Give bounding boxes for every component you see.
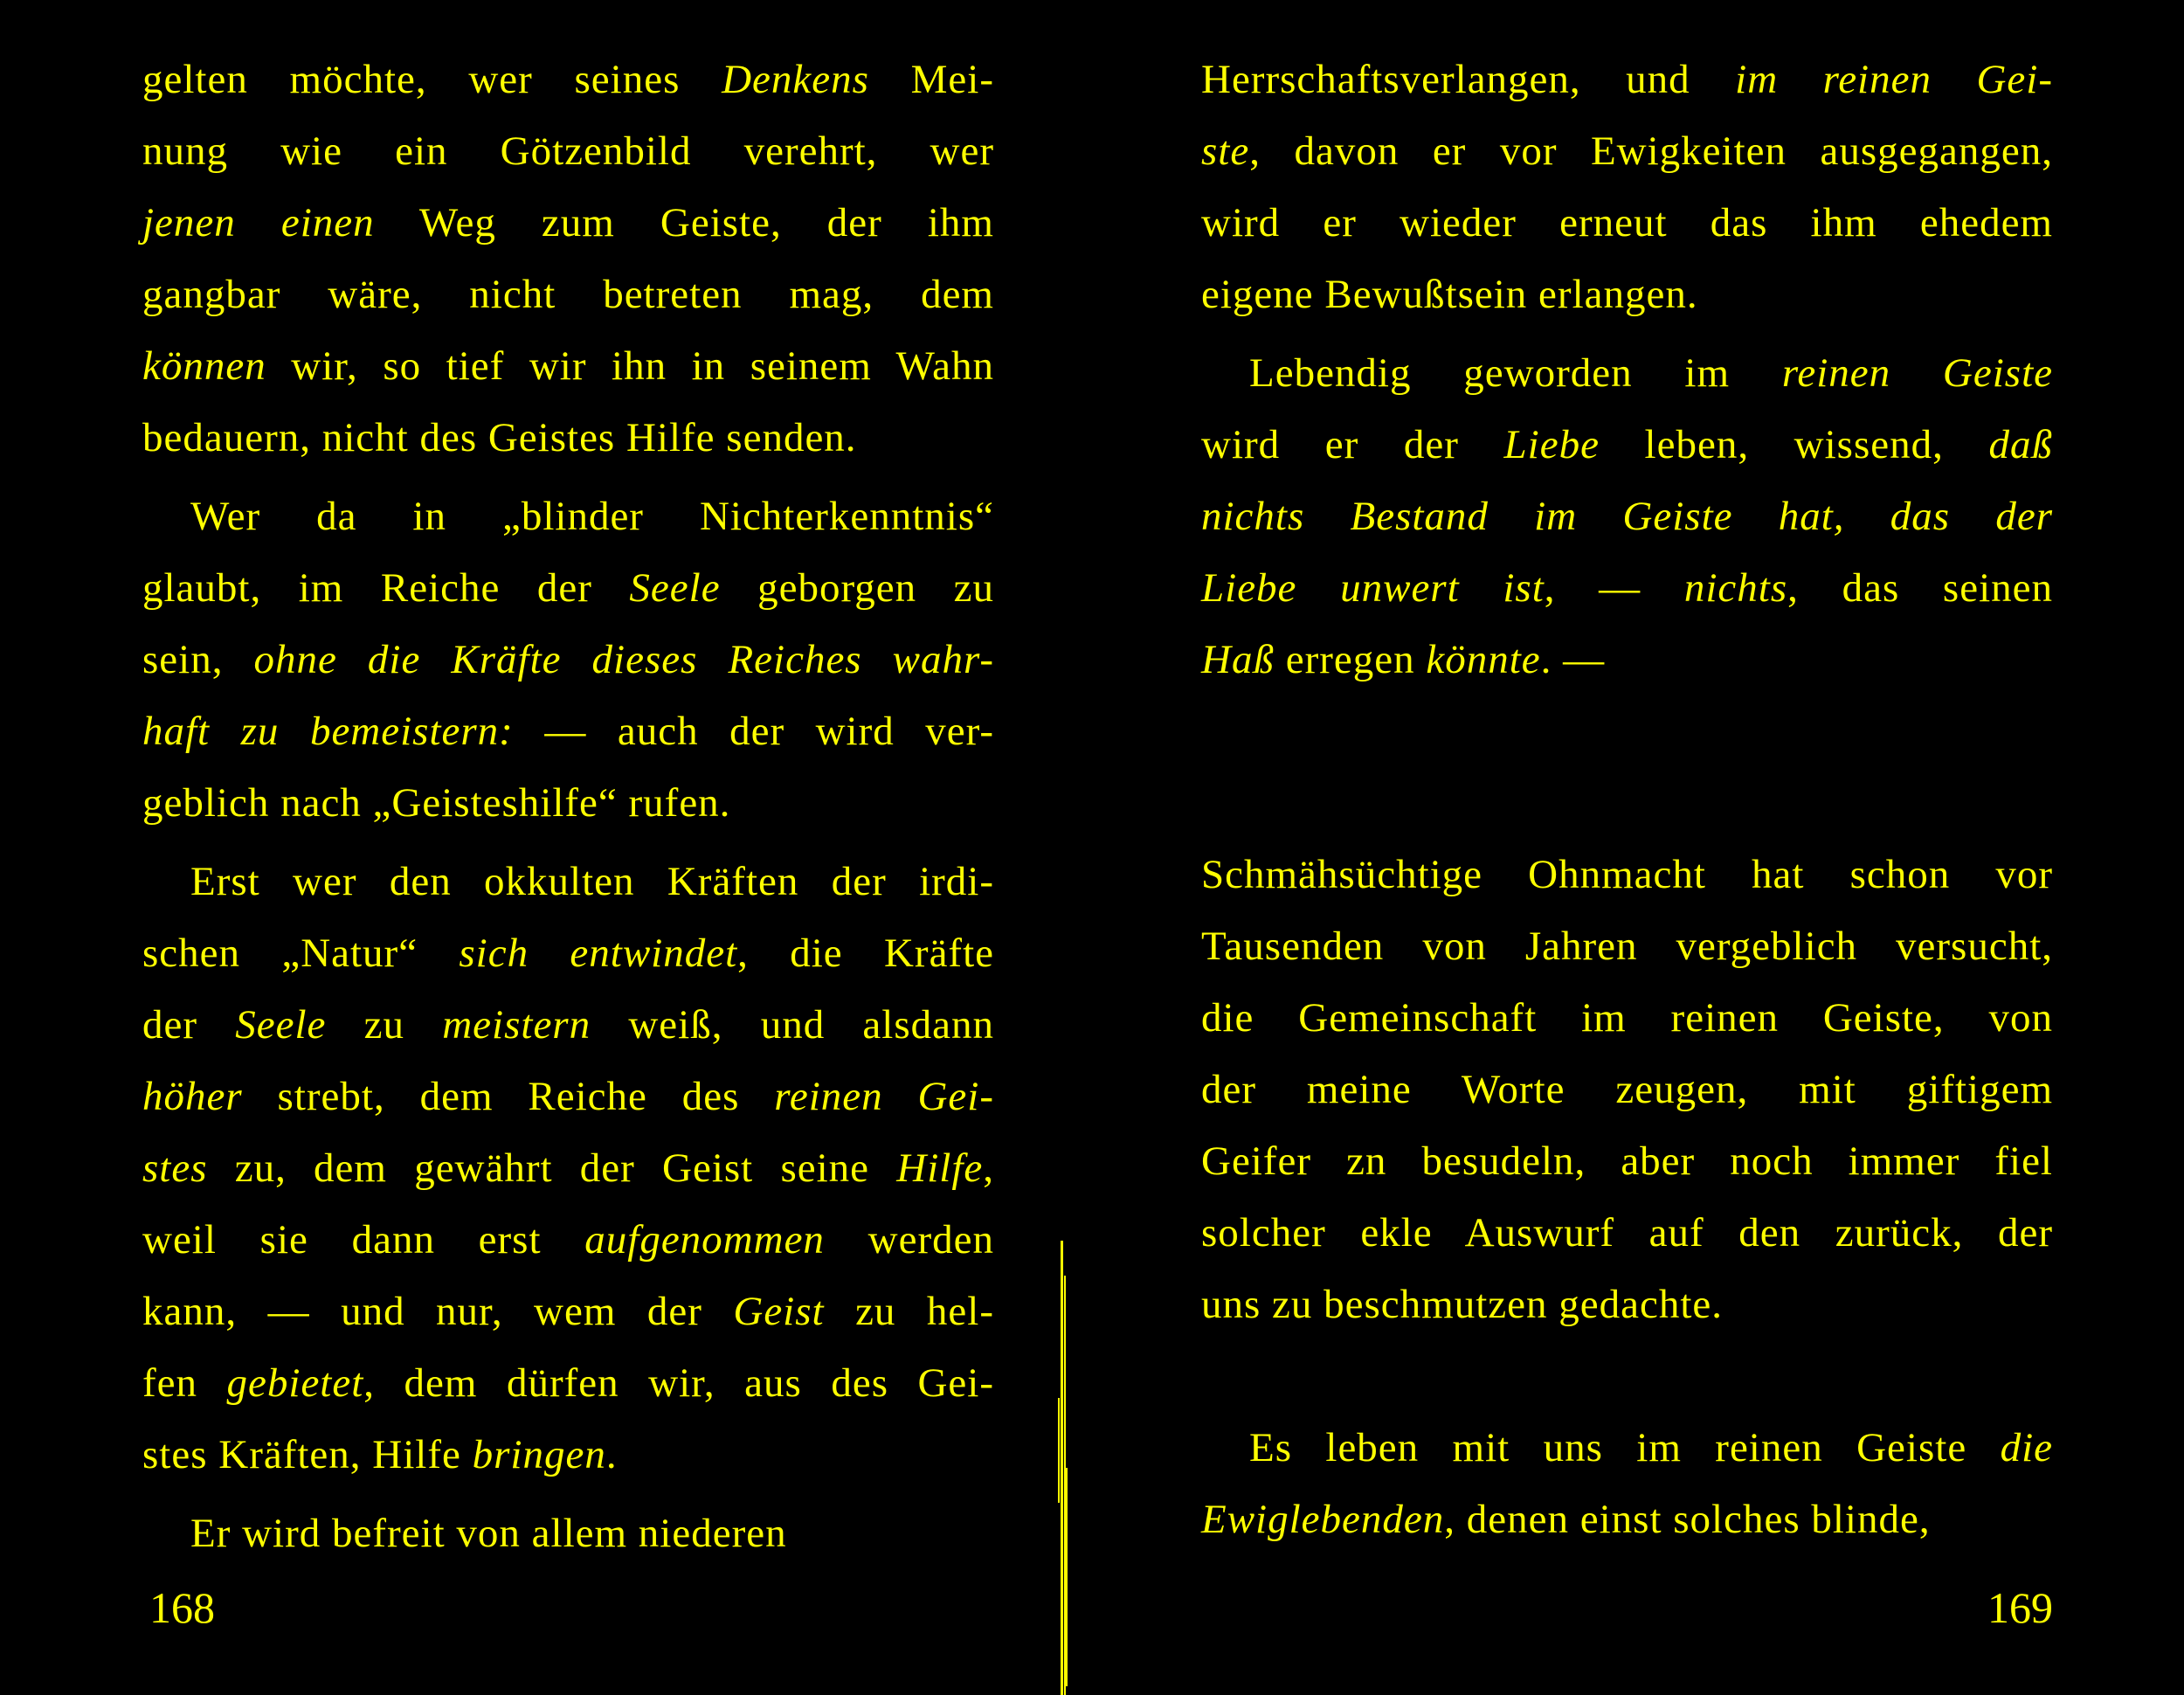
body-text: .: [605, 1432, 618, 1477]
text-line: [142, 767, 994, 839]
emphasis-text: gebietet: [226, 1360, 364, 1406]
body-text: , denen einst solches blinde,: [1444, 1497, 1931, 1542]
emphasis-text: ohne die Kräfte dieses Reiches wahr-: [253, 637, 994, 682]
text-line: [1201, 552, 2053, 624]
body-text: uns zu beschmutzen gedachte.: [1201, 1282, 1724, 1327]
emphasis-text: Liebe unwert ist: [1201, 565, 1545, 611]
emphasis-text: aufgenommen: [584, 1217, 825, 1263]
body-text: geblich nach „Geisteshilfe“ rufen.: [142, 780, 731, 826]
text-line: [1201, 839, 2053, 910]
body-text: . —: [1540, 637, 1606, 682]
text-line: [142, 115, 994, 187]
body-text: kann, — und nur, wem der: [142, 1289, 734, 1334]
body-text: , dem dürfen wir, aus des Gei-: [363, 1360, 995, 1406]
text-line: [142, 1276, 994, 1347]
body-text: wird er der: [1201, 422, 1504, 467]
body-text: schen „Natur“: [142, 931, 460, 976]
emphasis-text: Denkens: [722, 57, 869, 102]
body-text: glaubt, im Reiche der: [142, 565, 630, 611]
emphasis-text: Geist: [733, 1289, 825, 1334]
text-line: [142, 624, 994, 695]
text-line: [1201, 187, 2053, 259]
text-line: [1201, 44, 2053, 115]
text-line: [142, 481, 994, 552]
text-line: [142, 989, 994, 1061]
text-line: [142, 44, 994, 115]
body-text: stes Kräften, Hilfe: [142, 1432, 473, 1477]
body-text: zu: [326, 1002, 443, 1048]
body-text: Wer da in „blinder Nichterkenntnis“: [190, 494, 994, 539]
text-line: [142, 846, 994, 917]
body-text: strebt, dem Reiche des: [242, 1074, 775, 1119]
body-text: Tausenden von Jahren vergeblich versucht,: [1201, 924, 2053, 969]
text-line: [142, 552, 994, 624]
body-text: bedauern, nicht des Geistes Hilfe senden.: [142, 415, 857, 460]
body-text: zu hel-: [824, 1289, 994, 1334]
body-text: zu, dem gewährt der Geist seine: [207, 1145, 897, 1191]
body-text: gelten möchte, wer seines: [142, 57, 722, 102]
emphasis-text: haft zu bemeistern:: [142, 709, 514, 754]
text-line: [142, 1204, 994, 1276]
emphasis-text: bringen: [472, 1432, 606, 1477]
emphasis-text: Seele: [235, 1002, 327, 1048]
body-text: wir, so tief wir ihn in seinem Wahn: [266, 343, 994, 389]
text-line: [1201, 481, 2053, 552]
text-line: [142, 402, 994, 474]
body-text: , die Kräfte: [737, 931, 994, 976]
body-text: , das seinen: [1787, 565, 2053, 611]
emphasis-text: höher: [142, 1074, 243, 1119]
page-number-right: 169: [1987, 1583, 2053, 1632]
emphasis-text: Liebe: [1503, 422, 1600, 467]
text-line: [1201, 1412, 2053, 1484]
text-line: [142, 1061, 994, 1132]
text-line: [1201, 259, 2053, 330]
body-text: — auch der wird ver-: [513, 709, 994, 754]
body-text: Es leben mit uns im reinen Geiste: [1249, 1425, 2001, 1470]
body-text: der: [142, 1002, 236, 1048]
emphasis-text: Haß: [1201, 637, 1275, 682]
body-text: geborgen zu: [720, 565, 994, 611]
body-text: eigene Bewußtsein erlangen.: [1201, 272, 1698, 317]
body-text: Geifer zn besudeln, aber noch immer fiel: [1201, 1138, 2053, 1184]
body-text: der meine Worte zeugen, mit giftigem: [1201, 1067, 2053, 1112]
body-text: erregen: [1274, 637, 1427, 682]
emphasis-text: reinen Geiste: [1781, 350, 2054, 396]
body-text: leben, wissend,: [1599, 422, 1989, 467]
page-number-left: 168: [149, 1583, 215, 1632]
emphasis-text: sich entwindet: [459, 931, 738, 976]
body-text: fen: [142, 1360, 227, 1406]
emphasis-text: reinen Gei-: [774, 1074, 994, 1119]
body-text: Herrschaftsverlangen, und: [1201, 57, 1736, 102]
emphasis-text: daß: [1988, 422, 2053, 467]
body-text: die Gemeinschaft im reinen Geiste, von: [1201, 995, 2053, 1041]
body-text: gangbar wäre, nicht betreten mag, dem: [142, 272, 994, 317]
text-line: [142, 1419, 994, 1491]
body-text: solcher ekle Auswurf auf den zurück, der: [1201, 1210, 2053, 1256]
emphasis-text: die: [2000, 1425, 2053, 1470]
body-text: Lebendig geworden im: [1249, 350, 1782, 396]
emphasis-text: meistern: [442, 1002, 591, 1048]
body-text: Er wird befreit von allem niederen: [190, 1511, 787, 1556]
body-text: werden: [824, 1217, 994, 1263]
text-line: [142, 917, 994, 989]
emphasis-text: nichts: [1683, 565, 1788, 611]
text-line: [142, 330, 994, 402]
text-line: [1201, 337, 2053, 409]
text-line: [1201, 910, 2053, 982]
text-line: [142, 1347, 994, 1419]
emphasis-text: im reinen Gei-: [1735, 57, 2053, 102]
text-line: [142, 695, 994, 767]
body-text: sein,: [142, 637, 254, 682]
body-text: ,: [983, 1145, 994, 1191]
text-line: [1201, 1125, 2053, 1197]
text-line: [142, 187, 994, 259]
body-text: Erst wer den okkulten Kräften der irdi-: [190, 859, 994, 904]
text-line: [142, 1498, 994, 1569]
body-text: nung wie ein Götzenbild verehrt, wer: [142, 128, 994, 174]
text-line: [1201, 624, 2053, 695]
emphasis-text: Seele: [629, 565, 721, 611]
text-line: [142, 259, 994, 330]
right-page: [1201, 44, 2053, 1651]
text-line: [1201, 1269, 2053, 1340]
emphasis-text: Hilfe: [896, 1145, 984, 1191]
emphasis-text: ste: [1201, 128, 1250, 174]
text-line: [1201, 1054, 2053, 1125]
body-text: weiß, und alsdann: [591, 1002, 994, 1048]
emphasis-text: können: [142, 343, 266, 389]
body-text: Mei-: [868, 57, 994, 102]
body-text: Schmähsüchtige Ohnmacht hat schon vor: [1201, 852, 2053, 897]
text-line: [1201, 1484, 2053, 1555]
body-text: wird er wieder erneut das ihm ehedem: [1201, 200, 2053, 246]
emphasis-text: könnte: [1426, 637, 1541, 682]
emphasis-text: nichts Bestand im Geiste hat, das der: [1201, 494, 2053, 539]
emphasis-text: Ewiglebenden: [1201, 1497, 1445, 1542]
text-line: [1201, 982, 2053, 1054]
body-text: , davon er vor Ewigkeiten ausgegangen,: [1249, 128, 2053, 174]
text-line: [1201, 115, 2053, 187]
emphasis-text: jenen einen: [142, 200, 375, 246]
text-line: [142, 1132, 994, 1204]
text-line: [1201, 409, 2053, 481]
text-line: [1201, 1197, 2053, 1269]
emphasis-text: stes: [142, 1145, 208, 1191]
book-gutter: [1057, 1241, 1071, 1695]
body-text: , —: [1544, 565, 1684, 611]
body-text: weil sie dann erst: [142, 1217, 585, 1263]
body-text: Weg zum Geiste, der ihm: [374, 200, 994, 246]
left-page: [142, 44, 994, 1651]
